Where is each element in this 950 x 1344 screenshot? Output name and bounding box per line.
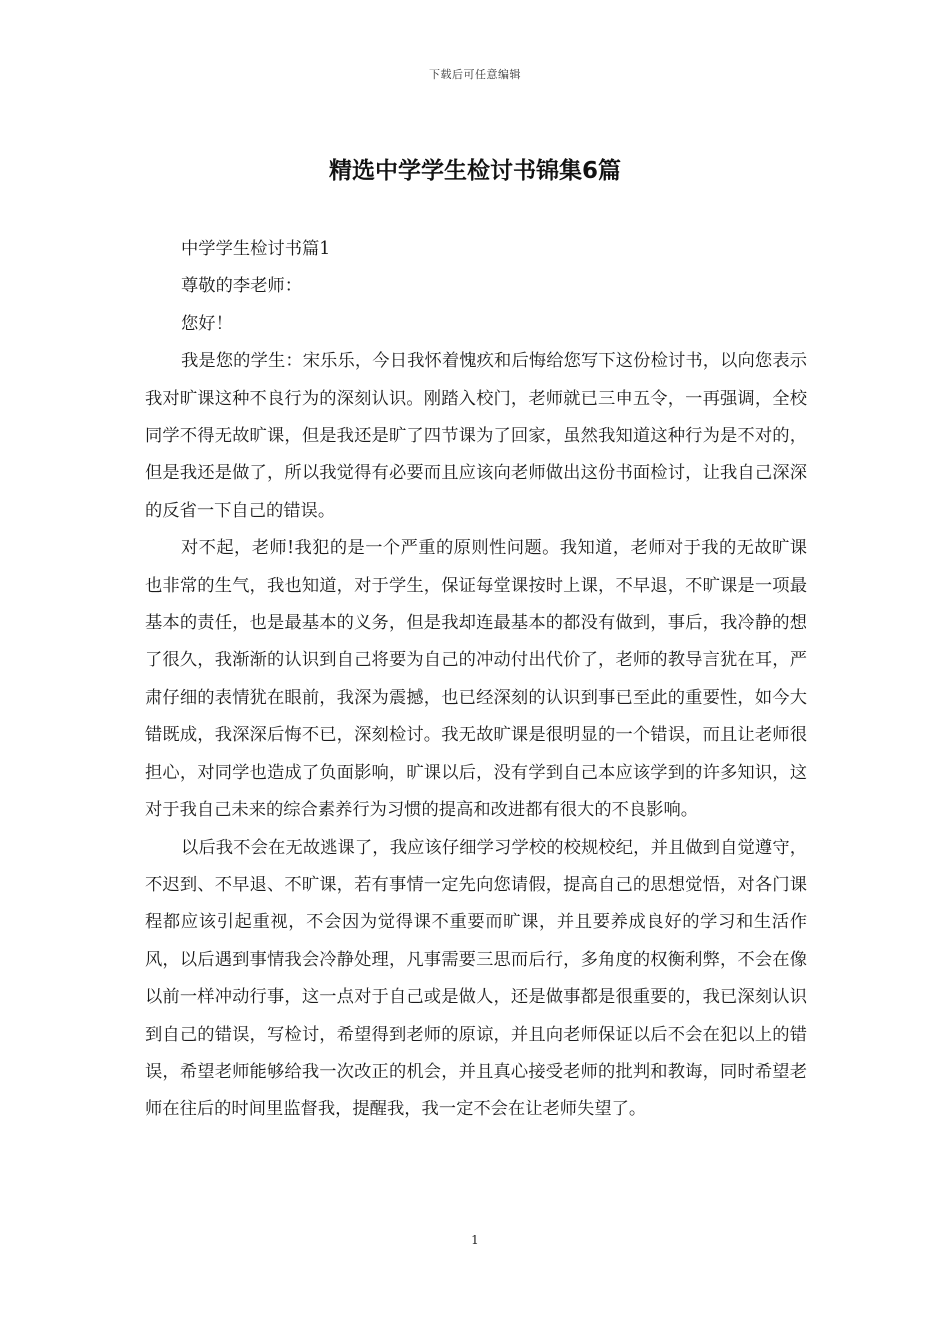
body-paragraph: 以后我不会在无故逃课了，我应该仔细学习学校的校规校纪，并且做到自觉遵守，不迟到、不早退、不旷课，若有事情一定先向您请假，提高自己的思想觉悟，对各门课程都应该引起重视，不会因为觉得课不重要而旷课，并且要养成良好的学习和生活作风，以后遇到事情我会冷静处理，凡事需要三思而后行，多角度的权衡利弊，不会在像以前一样冲动行事，这一点对于自己或是做人，还是做事都是很重要的，我已深刻认识到自己的错误，写检讨，希望得到老师的原谅，并且向老师保证以后不会在犯以上的错误，希望老师能够给我一次改正的机会，并且真心接受老师的批判和教诲，同时希望老师在往后的时间里监督我，提醒我，我一定不会在让老师失望了。 bbox=[145, 837, 807, 1120]
body-paragraph: 对不起，老师!我犯的是一个严重的原则性问题。我知道，老师对于我的无故旷课也非常的生气，我也知道，对于学生，保证每堂课按时上课，不早退，不旷课是一项最基本的责任，也是最基本的义务，但是我却连最基本的都没有做到，事后，我冷静的想了很久，我渐渐的认识到自己将要为自己的冲动付出代价了，老师的教导言犹在耳，严肃仔细的表情犹在眼前，我深为震撼，也已经深刻的认识到事已至此的重要性，如今大错既成，我深深后悔不已，深刻检讨。我无故旷课是很明显的一个错误，而且让老师很担心，对同学也造成了负面影响，旷课以后，没有学到自己本应该学到的许多知识，这对于我自己未来的综合素养行为习惯的提高和改进都有很大的不良影响。 bbox=[145, 538, 807, 821]
document-title: 精选中学学生检讨书锦集6篇 bbox=[328, 158, 621, 184]
greeting: 您好！ bbox=[181, 313, 233, 334]
body-paragraph: 我是您的学生：宋乐乐，今日我怀着愧疚和后悔给您写下这份检讨书，以向您表示我对旷课这种不良行为的深刻认识。刚踏入校门，老师就已三申五令，一再强调，全校同学不得无故旷课，但是我还是旷了四节课为了回家，虽然我知道这种行为是不对的，但是我还是做了，所以我觉得有必要而且应该向老师做出这份书面检讨，让我自己深深的反省一下自己的错误。 bbox=[145, 351, 807, 521]
section-heading: 中学学生检讨书篇1 bbox=[181, 239, 331, 259]
page-number: 1 bbox=[471, 1233, 479, 1247]
salutation: 尊敬的李老师： bbox=[181, 276, 302, 297]
header-note: 下载后可任意编辑 bbox=[429, 68, 521, 81]
document-body bbox=[145, 231, 807, 1129]
